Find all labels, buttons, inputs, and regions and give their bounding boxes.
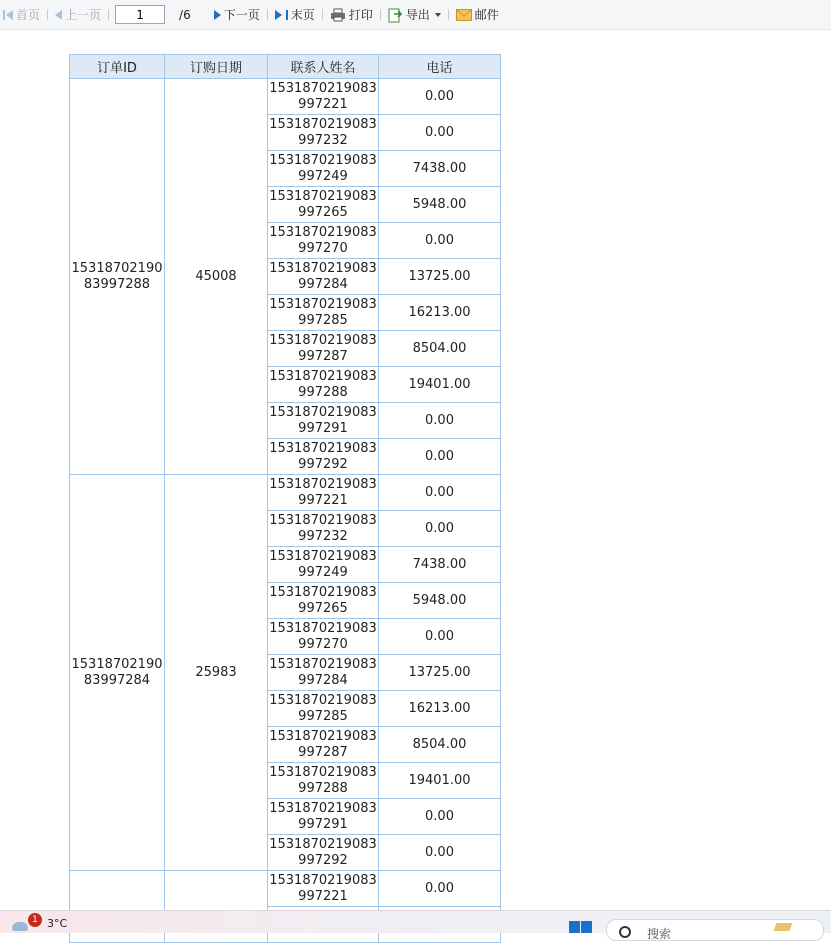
contact-name-cell: 1531870219083997288 [268, 367, 379, 403]
phone-cell: 7438.00 [379, 151, 501, 187]
next-page-button[interactable] [211, 0, 263, 29]
phone-cell: 0.00 [379, 475, 501, 511]
phone-cell: 0.00 [379, 619, 501, 655]
first-page-icon [3, 10, 5, 20]
table-row [70, 871, 501, 907]
phone-cell: 0.00 [379, 403, 501, 439]
contact-name-cell: 1531870219083997265 [268, 187, 379, 223]
phone-cell: 16213.00 [379, 295, 501, 331]
order-date-cell: 25983 [165, 475, 268, 871]
pencil-icon [774, 923, 793, 931]
contact-name-cell: 1531870219083997249 [268, 151, 379, 187]
phone-cell: 0.00 [379, 223, 501, 259]
phone-cell: 5948.00 [379, 187, 501, 223]
orders-report-table [69, 54, 501, 943]
contact-name-cell: 1531870219083997270 [268, 619, 379, 655]
phone-cell: 7438.00 [379, 547, 501, 583]
print-button[interactable] [327, 0, 376, 29]
phone-cell: 0.00 [379, 511, 501, 547]
column-header-order-date: 订购日期 [165, 55, 268, 79]
phone-cell: 0.00 [379, 115, 501, 151]
contact-name-cell: 1531870219083997270 [268, 223, 379, 259]
toolbar-separator [267, 9, 268, 20]
phone-cell: 0.00 [379, 439, 501, 475]
last-page-arrow-icon [275, 10, 282, 20]
phone-cell: 0.00 [379, 871, 501, 907]
export-icon [388, 7, 403, 23]
report-toolbar [0, 0, 831, 30]
phone-cell: 16213.00 [379, 691, 501, 727]
contact-name-cell: 1531870219083997292 [268, 439, 379, 475]
search-icon [619, 926, 631, 938]
os-taskbar [0, 910, 831, 941]
export-button[interactable] [385, 0, 444, 29]
contact-name-cell: 1531870219083997288 [268, 763, 379, 799]
contact-name-cell: 1531870219083997249 [268, 547, 379, 583]
phone-cell: 19401.00 [379, 763, 501, 799]
contact-name-cell: 1531870219083997285 [268, 295, 379, 331]
contact-name-cell: 1531870219083997285 [268, 691, 379, 727]
column-header-phone: 电话 [379, 55, 501, 79]
search-placeholder: 搜索 [647, 927, 672, 941]
temperature-label: 3°C [47, 917, 68, 930]
table-body [70, 79, 501, 943]
mail-icon [456, 9, 472, 21]
contact-name-cell: 1531870219083997232 [268, 115, 379, 151]
weather-widget[interactable] [12, 917, 67, 930]
first-page-arrow-icon [6, 10, 13, 20]
toolbar-separator [322, 9, 323, 20]
cloud-icon [12, 922, 28, 931]
printer-icon [330, 8, 346, 22]
toolbar-separator [108, 9, 109, 20]
print-label: 打印 [348, 8, 373, 22]
phone-cell: 13725.00 [379, 259, 501, 295]
phone-cell: 13725.00 [379, 655, 501, 691]
phone-cell: 8504.00 [379, 727, 501, 763]
column-header-contact-name: 联系人姓名 [268, 55, 379, 79]
chevron-down-icon [435, 13, 441, 17]
phone-cell: 5948.00 [379, 583, 501, 619]
contact-name-cell: 1531870219083997221 [268, 475, 379, 511]
toolbar-separator [448, 9, 449, 20]
last-page-label: 末页 [290, 8, 315, 22]
prev-page-button[interactable] [52, 0, 104, 29]
notification-badge: 1 [28, 913, 42, 927]
prev-page-label: 上一页 [65, 8, 102, 22]
prev-page-icon [55, 10, 62, 20]
phone-cell: 0.00 [379, 799, 501, 835]
column-header-order-id: 订单ID [70, 55, 165, 79]
mail-label: 邮件 [474, 8, 499, 22]
table-row [70, 475, 501, 511]
phone-cell: 0.00 [379, 79, 501, 115]
phone-cell: 8504.00 [379, 331, 501, 367]
contact-name-cell: 1531870219083997284 [268, 655, 379, 691]
contact-name-cell: 1531870219083997291 [268, 403, 379, 439]
contact-name-cell: 1531870219083997287 [268, 727, 379, 763]
contact-name-cell: 1531870219083997232 [268, 511, 379, 547]
page-number-input[interactable] [115, 5, 165, 24]
last-page-button[interactable] [272, 0, 318, 29]
contact-name-cell: 1531870219083997221 [268, 79, 379, 115]
toolbar-separator [47, 9, 48, 20]
windows-start-icon[interactable] [569, 921, 592, 933]
export-label: 导出 [405, 8, 430, 22]
order-id-cell: 1531870219083997284 [70, 475, 165, 871]
next-page-icon [214, 10, 221, 20]
contact-name-cell: 1531870219083997284 [268, 259, 379, 295]
mail-button[interactable] [453, 0, 502, 29]
page-total: /6 [179, 7, 191, 22]
order-date-cell: 45008 [165, 79, 268, 475]
phone-cell: 0.00 [379, 835, 501, 871]
next-page-label: 下一页 [223, 8, 260, 22]
contact-name-cell: 1531870219083997265 [268, 583, 379, 619]
contact-name-cell: 1531870219083997221 [268, 871, 379, 907]
table-row [70, 79, 501, 115]
phone-cell: 19401.00 [379, 367, 501, 403]
last-page-icon [286, 10, 288, 20]
contact-name-cell: 1531870219083997287 [268, 331, 379, 367]
order-id-cell: 1531870219083997288 [70, 79, 165, 475]
contact-name-cell: 1531870219083997292 [268, 835, 379, 871]
table-header-row [70, 55, 501, 79]
toolbar-separator [380, 9, 381, 20]
first-page-label: 首页 [16, 8, 41, 22]
first-page-button[interactable] [0, 0, 43, 29]
contact-name-cell: 1531870219083997291 [268, 799, 379, 835]
report-body [69, 54, 501, 943]
